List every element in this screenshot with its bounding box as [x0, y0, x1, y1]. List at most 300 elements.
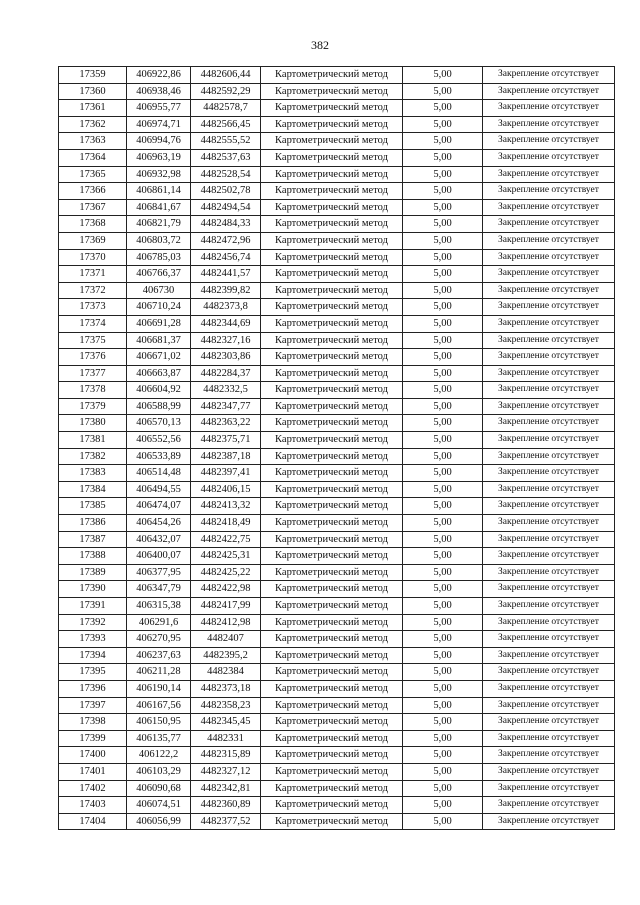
table-row	[59, 614, 615, 631]
y-coordinate-cell: 4482315,89	[191, 747, 261, 764]
x-coordinate-cell: 406938,46	[127, 83, 191, 100]
method-cell: Картометрический метод	[261, 697, 403, 714]
y-coordinate-cell: 4482502,78	[191, 183, 261, 200]
x-coordinate-cell: 406552,56	[127, 432, 191, 449]
x-coordinate-cell: 406681,37	[127, 332, 191, 349]
y-coordinate-cell: 4482347,77	[191, 398, 261, 415]
coordinates-table	[58, 66, 615, 830]
point-number-cell: 17375	[59, 332, 127, 349]
table-row	[59, 100, 615, 117]
accuracy-cell: 5,00	[403, 116, 483, 133]
fixation-cell: Закрепление отсутствует	[483, 282, 615, 299]
y-coordinate-cell: 4482377,52	[191, 813, 261, 830]
accuracy-cell: 5,00	[403, 780, 483, 797]
point-number-cell: 17385	[59, 498, 127, 515]
x-coordinate-cell: 406237,63	[127, 647, 191, 664]
fixation-cell: Закрепление отсутствует	[483, 199, 615, 216]
method-cell: Картометрический метод	[261, 199, 403, 216]
fixation-cell: Закрепление отсутствует	[483, 548, 615, 565]
y-coordinate-cell: 4482331	[191, 730, 261, 747]
table-row	[59, 598, 615, 615]
table-row	[59, 67, 615, 84]
x-coordinate-cell: 406167,56	[127, 697, 191, 714]
x-coordinate-cell: 406730	[127, 282, 191, 299]
method-cell: Картометрический метод	[261, 614, 403, 631]
fixation-cell: Закрепление отсутствует	[483, 432, 615, 449]
x-coordinate-cell: 406994,76	[127, 133, 191, 150]
table-row	[59, 697, 615, 714]
method-cell: Картометрический метод	[261, 100, 403, 117]
accuracy-cell: 5,00	[403, 249, 483, 266]
y-coordinate-cell: 4482327,12	[191, 763, 261, 780]
accuracy-cell: 5,00	[403, 166, 483, 183]
y-coordinate-cell: 4482284,37	[191, 365, 261, 382]
method-cell: Картометрический метод	[261, 149, 403, 166]
fixation-cell: Закрепление отсутствует	[483, 83, 615, 100]
fixation-cell: Закрепление отсутствует	[483, 67, 615, 84]
y-coordinate-cell: 4482387,18	[191, 448, 261, 465]
method-cell: Картометрический метод	[261, 631, 403, 648]
point-number-cell: 17378	[59, 382, 127, 399]
table-row	[59, 780, 615, 797]
accuracy-cell: 5,00	[403, 100, 483, 117]
y-coordinate-cell: 4482342,81	[191, 780, 261, 797]
point-number-cell: 17362	[59, 116, 127, 133]
method-cell: Картометрический метод	[261, 432, 403, 449]
x-coordinate-cell: 406514,48	[127, 465, 191, 482]
point-number-cell: 17404	[59, 813, 127, 830]
table-row	[59, 349, 615, 366]
table-row	[59, 382, 615, 399]
point-number-cell: 17399	[59, 730, 127, 747]
table-row	[59, 714, 615, 731]
x-coordinate-cell: 406604,92	[127, 382, 191, 399]
point-number-cell: 17370	[59, 249, 127, 266]
fixation-cell: Закрепление отсутствует	[483, 664, 615, 681]
table-row	[59, 763, 615, 780]
table-row	[59, 149, 615, 166]
fixation-cell: Закрепление отсутствует	[483, 299, 615, 316]
y-coordinate-cell: 4482345,45	[191, 714, 261, 731]
point-number-cell: 17383	[59, 465, 127, 482]
fixation-cell: Закрепление отсутствует	[483, 398, 615, 415]
x-coordinate-cell: 406190,14	[127, 680, 191, 697]
accuracy-cell: 5,00	[403, 183, 483, 200]
accuracy-cell: 5,00	[403, 299, 483, 316]
x-coordinate-cell: 406211,28	[127, 664, 191, 681]
accuracy-cell: 5,00	[403, 763, 483, 780]
fixation-cell: Закрепление отсутствует	[483, 166, 615, 183]
point-number-cell: 17384	[59, 481, 127, 498]
table-row	[59, 266, 615, 283]
point-number-cell: 17361	[59, 100, 127, 117]
accuracy-cell: 5,00	[403, 415, 483, 432]
point-number-cell: 17390	[59, 581, 127, 598]
table-row	[59, 631, 615, 648]
method-cell: Картометрический метод	[261, 763, 403, 780]
point-number-cell: 17379	[59, 398, 127, 415]
table-row	[59, 183, 615, 200]
table-row	[59, 481, 615, 498]
x-coordinate-cell: 406135,77	[127, 730, 191, 747]
y-coordinate-cell: 4482592,29	[191, 83, 261, 100]
point-number-cell: 17374	[59, 315, 127, 332]
point-number-cell: 17363	[59, 133, 127, 150]
x-coordinate-cell: 406400,07	[127, 548, 191, 565]
x-coordinate-cell: 406766,37	[127, 266, 191, 283]
table-row	[59, 515, 615, 532]
point-number-cell: 17360	[59, 83, 127, 100]
table-row	[59, 398, 615, 415]
table-row	[59, 680, 615, 697]
fixation-cell: Закрепление отсутствует	[483, 797, 615, 814]
fixation-cell: Закрепление отсутствует	[483, 780, 615, 797]
table-row	[59, 332, 615, 349]
point-number-cell: 17400	[59, 747, 127, 764]
fixation-cell: Закрепление отсутствует	[483, 714, 615, 731]
point-number-cell: 17366	[59, 183, 127, 200]
accuracy-cell: 5,00	[403, 614, 483, 631]
point-number-cell: 17388	[59, 548, 127, 565]
accuracy-cell: 5,00	[403, 133, 483, 150]
x-coordinate-cell: 406570,13	[127, 415, 191, 432]
point-number-cell: 17381	[59, 432, 127, 449]
x-coordinate-cell: 406291,6	[127, 614, 191, 631]
y-coordinate-cell: 4482413,32	[191, 498, 261, 515]
accuracy-cell: 5,00	[403, 266, 483, 283]
fixation-cell: Закрепление отсутствует	[483, 697, 615, 714]
x-coordinate-cell: 406785,03	[127, 249, 191, 266]
accuracy-cell: 5,00	[403, 83, 483, 100]
accuracy-cell: 5,00	[403, 697, 483, 714]
table-row	[59, 581, 615, 598]
y-coordinate-cell: 4482555,52	[191, 133, 261, 150]
accuracy-cell: 5,00	[403, 382, 483, 399]
y-coordinate-cell: 4482417,99	[191, 598, 261, 615]
table-row	[59, 133, 615, 150]
table-row	[59, 813, 615, 830]
accuracy-cell: 5,00	[403, 332, 483, 349]
method-cell: Картометрический метод	[261, 714, 403, 731]
accuracy-cell: 5,00	[403, 282, 483, 299]
table-row	[59, 199, 615, 216]
x-coordinate-cell: 406671,02	[127, 349, 191, 366]
fixation-cell: Закрепление отсутствует	[483, 349, 615, 366]
fixation-cell: Закрепление отсутствует	[483, 365, 615, 382]
x-coordinate-cell: 406841,67	[127, 199, 191, 216]
table-row	[59, 564, 615, 581]
fixation-cell: Закрепление отсутствует	[483, 581, 615, 598]
y-coordinate-cell: 4482358,23	[191, 697, 261, 714]
method-cell: Картометрический метод	[261, 216, 403, 233]
y-coordinate-cell: 4482606,44	[191, 67, 261, 84]
point-number-cell: 17364	[59, 149, 127, 166]
method-cell: Картометрический метод	[261, 598, 403, 615]
point-number-cell: 17402	[59, 780, 127, 797]
x-coordinate-cell: 406377,95	[127, 564, 191, 581]
y-coordinate-cell: 4482412,98	[191, 614, 261, 631]
method-cell: Картометрический метод	[261, 232, 403, 249]
x-coordinate-cell: 406090,68	[127, 780, 191, 797]
point-number-cell: 17403	[59, 797, 127, 814]
method-cell: Картометрический метод	[261, 647, 403, 664]
accuracy-cell: 5,00	[403, 67, 483, 84]
method-cell: Картометрический метод	[261, 398, 403, 415]
method-cell: Картометрический метод	[261, 797, 403, 814]
fixation-cell: Закрепление отсутствует	[483, 315, 615, 332]
x-coordinate-cell: 406122,2	[127, 747, 191, 764]
point-number-cell: 17380	[59, 415, 127, 432]
x-coordinate-cell: 406074,51	[127, 797, 191, 814]
point-number-cell: 17398	[59, 714, 127, 731]
method-cell: Картометрический метод	[261, 365, 403, 382]
y-coordinate-cell: 4482399,82	[191, 282, 261, 299]
accuracy-cell: 5,00	[403, 398, 483, 415]
accuracy-cell: 5,00	[403, 564, 483, 581]
table-row	[59, 116, 615, 133]
accuracy-cell: 5,00	[403, 199, 483, 216]
accuracy-cell: 5,00	[403, 598, 483, 615]
accuracy-cell: 5,00	[403, 365, 483, 382]
accuracy-cell: 5,00	[403, 149, 483, 166]
table-row	[59, 647, 615, 664]
table-row	[59, 465, 615, 482]
method-cell: Картометрический метод	[261, 183, 403, 200]
method-cell: Картометрический метод	[261, 465, 403, 482]
accuracy-cell: 5,00	[403, 797, 483, 814]
method-cell: Картометрический метод	[261, 448, 403, 465]
method-cell: Картометрический метод	[261, 813, 403, 830]
fixation-cell: Закрепление отсутствует	[483, 763, 615, 780]
y-coordinate-cell: 4482456,74	[191, 249, 261, 266]
method-cell: Картометрический метод	[261, 133, 403, 150]
x-coordinate-cell: 406270,95	[127, 631, 191, 648]
accuracy-cell: 5,00	[403, 216, 483, 233]
fixation-cell: Закрепление отсутствует	[483, 332, 615, 349]
fixation-cell: Закрепление отсутствует	[483, 730, 615, 747]
y-coordinate-cell: 4482397,41	[191, 465, 261, 482]
accuracy-cell: 5,00	[403, 548, 483, 565]
y-coordinate-cell: 4482406,15	[191, 481, 261, 498]
y-coordinate-cell: 4482375,71	[191, 432, 261, 449]
table-row	[59, 83, 615, 100]
method-cell: Картометрический метод	[261, 67, 403, 84]
accuracy-cell: 5,00	[403, 581, 483, 598]
accuracy-cell: 5,00	[403, 232, 483, 249]
y-coordinate-cell: 4482418,49	[191, 515, 261, 532]
coordinates-table-body	[59, 67, 615, 830]
y-coordinate-cell: 4482494,54	[191, 199, 261, 216]
fixation-cell: Закрепление отсутствует	[483, 149, 615, 166]
x-coordinate-cell: 406474,07	[127, 498, 191, 515]
accuracy-cell: 5,00	[403, 349, 483, 366]
table-row	[59, 282, 615, 299]
x-coordinate-cell: 406533,89	[127, 448, 191, 465]
y-coordinate-cell: 4482441,57	[191, 266, 261, 283]
method-cell: Картометрический метод	[261, 780, 403, 797]
accuracy-cell: 5,00	[403, 315, 483, 332]
y-coordinate-cell: 4482332,5	[191, 382, 261, 399]
accuracy-cell: 5,00	[403, 448, 483, 465]
table-row	[59, 232, 615, 249]
method-cell: Картометрический метод	[261, 664, 403, 681]
fixation-cell: Закрепление отсутствует	[483, 680, 615, 697]
table-row	[59, 797, 615, 814]
accuracy-cell: 5,00	[403, 730, 483, 747]
point-number-cell: 17372	[59, 282, 127, 299]
fixation-cell: Закрепление отсутствует	[483, 747, 615, 764]
fixation-cell: Закрепление отсутствует	[483, 232, 615, 249]
fixation-cell: Закрепление отсутствует	[483, 614, 615, 631]
table-row	[59, 531, 615, 548]
x-coordinate-cell: 406963,19	[127, 149, 191, 166]
y-coordinate-cell: 4482472,96	[191, 232, 261, 249]
y-coordinate-cell: 4482384	[191, 664, 261, 681]
fixation-cell: Закрепление отсутствует	[483, 481, 615, 498]
point-number-cell: 17391	[59, 598, 127, 615]
x-coordinate-cell: 406315,38	[127, 598, 191, 615]
method-cell: Картометрический метод	[261, 730, 403, 747]
fixation-cell: Закрепление отсутствует	[483, 498, 615, 515]
x-coordinate-cell: 406710,24	[127, 299, 191, 316]
x-coordinate-cell: 406803,72	[127, 232, 191, 249]
x-coordinate-cell: 406056,99	[127, 813, 191, 830]
table-row	[59, 498, 615, 515]
fixation-cell: Закрепление отсутствует	[483, 183, 615, 200]
point-number-cell: 17389	[59, 564, 127, 581]
y-coordinate-cell: 4482373,8	[191, 299, 261, 316]
x-coordinate-cell: 406150,95	[127, 714, 191, 731]
y-coordinate-cell: 4482425,22	[191, 564, 261, 581]
x-coordinate-cell: 406588,99	[127, 398, 191, 415]
fixation-cell: Закрепление отсутствует	[483, 266, 615, 283]
x-coordinate-cell: 406663,87	[127, 365, 191, 382]
accuracy-cell: 5,00	[403, 680, 483, 697]
x-coordinate-cell: 406955,77	[127, 100, 191, 117]
accuracy-cell: 5,00	[403, 714, 483, 731]
accuracy-cell: 5,00	[403, 631, 483, 648]
x-coordinate-cell: 406821,79	[127, 216, 191, 233]
fixation-cell: Закрепление отсутствует	[483, 564, 615, 581]
x-coordinate-cell: 406974,71	[127, 116, 191, 133]
point-number-cell: 17392	[59, 614, 127, 631]
accuracy-cell: 5,00	[403, 498, 483, 515]
table-row	[59, 415, 615, 432]
point-number-cell: 17373	[59, 299, 127, 316]
x-coordinate-cell: 406347,79	[127, 581, 191, 598]
point-number-cell: 17377	[59, 365, 127, 382]
y-coordinate-cell: 4482395,2	[191, 647, 261, 664]
method-cell: Картометрический метод	[261, 581, 403, 598]
x-coordinate-cell: 406432,07	[127, 531, 191, 548]
method-cell: Картометрический метод	[261, 282, 403, 299]
y-coordinate-cell: 4482422,98	[191, 581, 261, 598]
y-coordinate-cell: 4482303,86	[191, 349, 261, 366]
method-cell: Картометрический метод	[261, 332, 403, 349]
point-number-cell: 17387	[59, 531, 127, 548]
accuracy-cell: 5,00	[403, 664, 483, 681]
method-cell: Картометрический метод	[261, 415, 403, 432]
y-coordinate-cell: 4482422,75	[191, 531, 261, 548]
y-coordinate-cell: 4482360,89	[191, 797, 261, 814]
point-number-cell: 17396	[59, 680, 127, 697]
y-coordinate-cell: 4482344,69	[191, 315, 261, 332]
fixation-cell: Закрепление отсутствует	[483, 598, 615, 615]
point-number-cell: 17397	[59, 697, 127, 714]
y-coordinate-cell: 4482327,16	[191, 332, 261, 349]
point-number-cell: 17368	[59, 216, 127, 233]
method-cell: Картометрический метод	[261, 481, 403, 498]
fixation-cell: Закрепление отсутствует	[483, 647, 615, 664]
fixation-cell: Закрепление отсутствует	[483, 133, 615, 150]
x-coordinate-cell: 406691,28	[127, 315, 191, 332]
method-cell: Картометрический метод	[261, 564, 403, 581]
point-number-cell: 17359	[59, 67, 127, 84]
y-coordinate-cell: 4482566,45	[191, 116, 261, 133]
x-coordinate-cell: 406103,29	[127, 763, 191, 780]
point-number-cell: 17393	[59, 631, 127, 648]
x-coordinate-cell: 406932,98	[127, 166, 191, 183]
method-cell: Картометрический метод	[261, 166, 403, 183]
table-row	[59, 747, 615, 764]
table-row	[59, 548, 615, 565]
method-cell: Картометрический метод	[261, 349, 403, 366]
y-coordinate-cell: 4482578,7	[191, 100, 261, 117]
method-cell: Картометрический метод	[261, 249, 403, 266]
accuracy-cell: 5,00	[403, 481, 483, 498]
point-number-cell: 17401	[59, 763, 127, 780]
x-coordinate-cell: 406454,26	[127, 515, 191, 532]
fixation-cell: Закрепление отсутствует	[483, 415, 615, 432]
x-coordinate-cell: 406922,86	[127, 67, 191, 84]
method-cell: Картометрический метод	[261, 531, 403, 548]
fixation-cell: Закрепление отсутствует	[483, 100, 615, 117]
table-row	[59, 730, 615, 747]
table-row	[59, 249, 615, 266]
point-number-cell: 17367	[59, 199, 127, 216]
method-cell: Картометрический метод	[261, 299, 403, 316]
table-row	[59, 432, 615, 449]
accuracy-cell: 5,00	[403, 515, 483, 532]
point-number-cell: 17382	[59, 448, 127, 465]
point-number-cell: 17371	[59, 266, 127, 283]
method-cell: Картометрический метод	[261, 315, 403, 332]
point-number-cell: 17395	[59, 664, 127, 681]
y-coordinate-cell: 4482528,54	[191, 166, 261, 183]
y-coordinate-cell: 4482373,18	[191, 680, 261, 697]
fixation-cell: Закрепление отсутствует	[483, 216, 615, 233]
table-row	[59, 315, 615, 332]
point-number-cell: 17369	[59, 232, 127, 249]
page-number: 382	[311, 38, 329, 52]
fixation-cell: Закрепление отсутствует	[483, 813, 615, 830]
x-coordinate-cell: 406494,55	[127, 481, 191, 498]
fixation-cell: Закрепление отсутствует	[483, 631, 615, 648]
method-cell: Картометрический метод	[261, 266, 403, 283]
accuracy-cell: 5,00	[403, 465, 483, 482]
method-cell: Картометрический метод	[261, 548, 403, 565]
fixation-cell: Закрепление отсутствует	[483, 249, 615, 266]
x-coordinate-cell: 406861,14	[127, 183, 191, 200]
fixation-cell: Закрепление отсутствует	[483, 382, 615, 399]
y-coordinate-cell: 4482537,63	[191, 149, 261, 166]
y-coordinate-cell: 4482425,31	[191, 548, 261, 565]
table-row	[59, 166, 615, 183]
point-number-cell: 17376	[59, 349, 127, 366]
accuracy-cell: 5,00	[403, 747, 483, 764]
y-coordinate-cell: 4482484,33	[191, 216, 261, 233]
fixation-cell: Закрепление отсутствует	[483, 448, 615, 465]
